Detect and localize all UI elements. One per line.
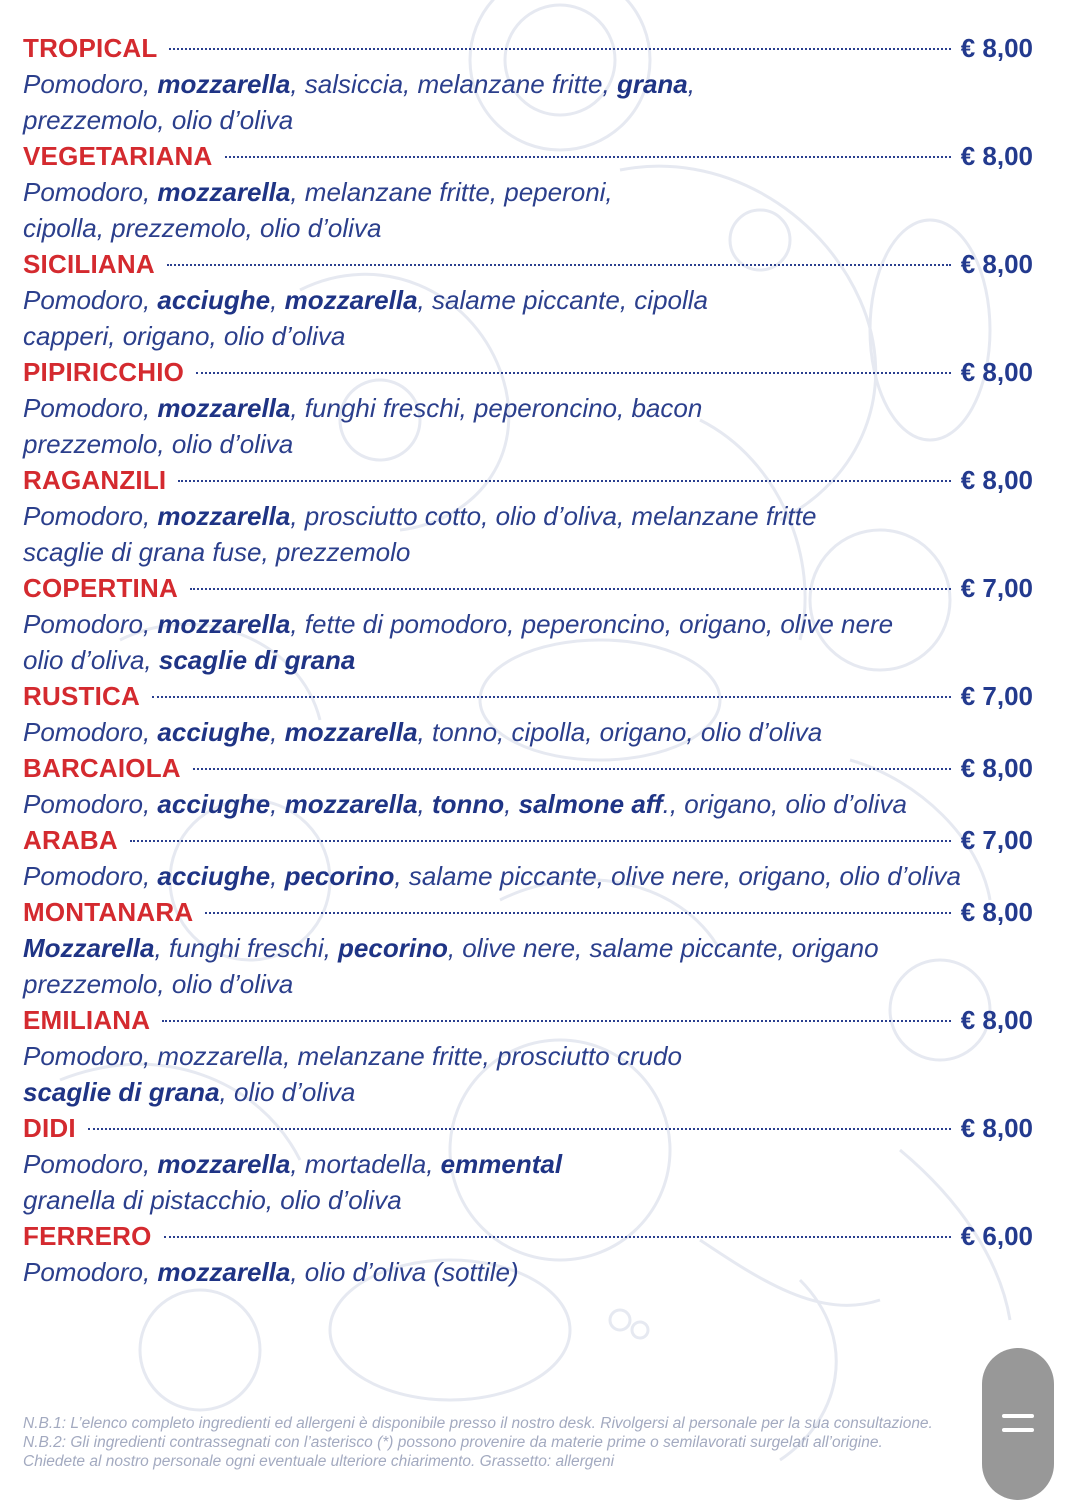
pizza-price: € 7,00 bbox=[960, 573, 1033, 603]
ingredients-line bbox=[23, 858, 1033, 894]
menu-item-header bbox=[23, 30, 1033, 66]
ingredient-text: capperi, origano, olio d’oliva bbox=[23, 321, 346, 351]
menu-item bbox=[23, 1110, 1033, 1218]
ingredient-text: , salame piccante, olive nere, origano, olio d’oliva bbox=[394, 861, 961, 891]
menu-item bbox=[23, 30, 1033, 138]
menu-item bbox=[23, 894, 1033, 1002]
ingredient-text: prezzemolo, olio d’oliva bbox=[23, 969, 294, 999]
menu-item bbox=[23, 138, 1033, 246]
dot-leader bbox=[193, 768, 951, 770]
dot-leader bbox=[225, 156, 951, 158]
allergen-ingredient: scaglie di grana bbox=[158, 645, 356, 675]
ingredients-line bbox=[23, 642, 1033, 678]
menu-item-header bbox=[23, 750, 1033, 786]
pizza-name: TROPICAL bbox=[23, 33, 158, 63]
menu-item-header bbox=[23, 678, 1033, 714]
menu-item bbox=[23, 1002, 1033, 1110]
ingredient-text: scaglie di grana fuse, prezzemolo bbox=[23, 537, 411, 567]
pizza-price: € 8,00 bbox=[960, 249, 1033, 279]
grip-line-icon bbox=[1002, 1414, 1034, 1418]
dot-leader bbox=[167, 264, 951, 266]
ingredient-text: , bbox=[417, 789, 432, 819]
ingredients-line bbox=[23, 390, 1033, 426]
pizza-price: € 8,00 bbox=[960, 33, 1033, 63]
allergen-ingredient: mozzarella bbox=[157, 1257, 291, 1287]
scroll-handle[interactable] bbox=[982, 1348, 1054, 1500]
ingredient-text: , funghi freschi, peperoncino, bacon bbox=[290, 393, 703, 423]
ingredient-text: , mortadella, bbox=[290, 1149, 441, 1179]
menu-item bbox=[23, 1218, 1033, 1290]
dot-leader bbox=[178, 480, 950, 482]
ingredients-line bbox=[23, 1038, 1033, 1074]
ingredients-line bbox=[23, 318, 1033, 354]
ingredient-text: Pomodoro, bbox=[23, 285, 158, 315]
ingredients-line bbox=[23, 1254, 1033, 1290]
ingredients-line bbox=[23, 606, 1033, 642]
ingredients-line bbox=[23, 966, 1033, 1002]
menu-item bbox=[23, 570, 1033, 678]
menu-item-header bbox=[23, 246, 1033, 282]
ingredient-text: Pomodoro, bbox=[23, 177, 158, 207]
menu-item bbox=[23, 354, 1033, 462]
ingredient-text: , bbox=[270, 861, 285, 891]
ingredient-text: Pomodoro, bbox=[23, 861, 158, 891]
menu-item-header bbox=[23, 138, 1033, 174]
pizza-price: € 8,00 bbox=[960, 1113, 1033, 1143]
ingredient-text: olio d’oliva, bbox=[23, 645, 159, 675]
pizza-name: RUSTICA bbox=[23, 681, 140, 711]
ingredients-line bbox=[23, 1146, 1033, 1182]
ingredient-text: Pomodoro, bbox=[23, 501, 158, 531]
allergen-ingredient: mozzarella bbox=[157, 1149, 291, 1179]
menu-item bbox=[23, 822, 1033, 894]
ingredient-text: ., origano, olio d’oliva bbox=[662, 789, 907, 819]
allergen-ingredient: salmone aff bbox=[518, 789, 663, 819]
pizza-name: SICILIANA bbox=[23, 249, 155, 279]
allergen-ingredient: mozzarella bbox=[157, 69, 291, 99]
allergen-ingredient: pecorino bbox=[338, 933, 448, 963]
allergen-ingredient: mozzarella bbox=[157, 501, 291, 531]
allergen-ingredient: acciughe bbox=[157, 789, 271, 819]
allergen-ingredient: mozzarella bbox=[284, 789, 418, 819]
ingredients-line bbox=[23, 282, 1033, 318]
pizza-name: RAGANZILI bbox=[23, 465, 167, 495]
ingredients-line bbox=[23, 102, 1033, 138]
ingredient-text: , olio d’oliva (sottile) bbox=[290, 1257, 519, 1287]
ingredients-line bbox=[23, 174, 1033, 210]
menu-item-header bbox=[23, 354, 1033, 390]
pizza-price: € 7,00 bbox=[960, 681, 1033, 711]
ingredients-line bbox=[23, 498, 1033, 534]
allergen-ingredient: mozzarella bbox=[157, 609, 291, 639]
allergen-ingredient: mozzarella bbox=[284, 285, 418, 315]
menu-item-header bbox=[23, 570, 1033, 606]
ingredients-line bbox=[23, 786, 1033, 822]
pizza-price: € 7,00 bbox=[960, 825, 1033, 855]
pizza-name: COPERTINA bbox=[23, 573, 178, 603]
menu-item-header bbox=[23, 1110, 1033, 1146]
allergen-ingredient: acciughe bbox=[157, 285, 271, 315]
allergen-ingredient: grana bbox=[616, 69, 688, 99]
dot-leader bbox=[190, 588, 951, 590]
ingredient-text: , olive nere, salame piccante, origano bbox=[447, 933, 879, 963]
pizza-price: € 8,00 bbox=[960, 465, 1033, 495]
allergen-ingredient: tonno bbox=[431, 789, 505, 819]
menu-item-header bbox=[23, 1002, 1033, 1038]
pizza-price: € 8,00 bbox=[960, 1005, 1033, 1035]
pizza-price: € 8,00 bbox=[960, 897, 1033, 927]
ingredient-text: , bbox=[270, 285, 285, 315]
ingredients-line bbox=[23, 1074, 1033, 1110]
allergen-ingredient: scaglie di grana bbox=[23, 1077, 220, 1107]
ingredient-text: Pomodoro, bbox=[23, 69, 158, 99]
pizza-price: € 8,00 bbox=[960, 357, 1033, 387]
allergen-ingredient: acciughe bbox=[157, 861, 271, 891]
ingredient-text: Pomodoro, bbox=[23, 609, 158, 639]
pizza-name: ARABA bbox=[23, 825, 118, 855]
menu-item-header bbox=[23, 822, 1033, 858]
pizza-name: FERRERO bbox=[23, 1221, 152, 1251]
ingredient-text: , melanzane fritte, peperoni, bbox=[290, 177, 613, 207]
pizza-name: EMILIANA bbox=[23, 1005, 151, 1035]
ingredients-line bbox=[23, 210, 1033, 246]
pizza-name: MONTANARA bbox=[23, 897, 194, 927]
ingredient-text: Pomodoro, bbox=[23, 1257, 158, 1287]
ingredients-line bbox=[23, 1182, 1033, 1218]
ingredient-text: granella di pistacchio, olio d’oliva bbox=[23, 1185, 402, 1215]
allergen-ingredient: pecorino bbox=[284, 861, 395, 891]
dot-leader bbox=[162, 1020, 950, 1022]
pizza-price: € 6,00 bbox=[960, 1221, 1033, 1251]
footnote-3: Chiedete al nostro personale ogni eventuale ulteriore chiarimento. Grassetto: allergeni bbox=[23, 1453, 615, 1470]
menu-item-header bbox=[23, 1218, 1033, 1254]
pizza-price: € 8,00 bbox=[960, 753, 1033, 783]
menu-item bbox=[23, 246, 1033, 354]
pizza-name: VEGETARIANA bbox=[23, 141, 213, 171]
ingredient-text: , olio d’oliva bbox=[219, 1077, 356, 1107]
allergen-ingredient: mozzarella bbox=[157, 393, 291, 423]
dot-leader bbox=[88, 1128, 951, 1130]
ingredients-line bbox=[23, 66, 1033, 102]
ingredient-text: , funghi freschi, bbox=[154, 933, 339, 963]
ingredient-text: prezzemolo, olio d’oliva bbox=[23, 105, 294, 135]
ingredient-text: Pomodoro, bbox=[23, 393, 158, 423]
pizza-menu-list bbox=[23, 30, 1033, 1290]
footnote-2: N.B.2: Gli ingredienti contrassegnati con l’asterisco (*) possono provenire da materie prime o semilavorati surgelati all’origine. bbox=[23, 1434, 883, 1451]
allergen-ingredient: emmental bbox=[440, 1149, 563, 1179]
menu-item-header bbox=[23, 894, 1033, 930]
ingredient-text: , salsiccia, melanzane fritte, bbox=[290, 69, 617, 99]
ingredient-text: , fette di pomodoro, peperoncino, origano, olive nere bbox=[290, 609, 894, 639]
menu-item bbox=[23, 750, 1033, 822]
dot-leader bbox=[130, 840, 951, 842]
ingredients-line bbox=[23, 426, 1033, 462]
ingredient-text: Pomodoro, bbox=[23, 1149, 158, 1179]
ingredient-text: Pomodoro, mozzarella, melanzane fritte, prosciutto crudo bbox=[23, 1041, 682, 1071]
ingredient-text: prezzemolo, olio d’oliva bbox=[23, 429, 294, 459]
allergen-ingredient: Mozzarella bbox=[23, 933, 155, 963]
ingredients-line bbox=[23, 714, 1033, 750]
pizza-name: DIDI bbox=[23, 1113, 76, 1143]
menu-item-header bbox=[23, 462, 1033, 498]
ingredient-text: , bbox=[270, 717, 285, 747]
ingredients-line bbox=[23, 534, 1033, 570]
allergen-ingredient: acciughe bbox=[157, 717, 271, 747]
dot-leader bbox=[196, 372, 951, 374]
pizza-price: € 8,00 bbox=[960, 141, 1033, 171]
pizza-name: BARCAIOLA bbox=[23, 753, 181, 783]
footnote-1: N.B.1: L’elenco completo ingredienti ed allergeni è disponibile presso il nostro desk. Rivolgersi al personale per la sua consultazione. bbox=[23, 1415, 933, 1432]
dot-leader bbox=[164, 1236, 951, 1238]
footnotes bbox=[23, 1414, 1023, 1471]
pizza-name: PIPIRICCHIO bbox=[23, 357, 185, 387]
menu-item bbox=[23, 678, 1033, 750]
allergen-ingredient: mozzarella bbox=[284, 717, 418, 747]
ingredient-text: , tonno, cipolla, origano, olio d’oliva bbox=[417, 717, 823, 747]
allergen-ingredient: mozzarella bbox=[157, 177, 291, 207]
ingredient-text: cipolla, prezzemolo, olio d’oliva bbox=[23, 213, 382, 243]
dot-leader bbox=[205, 912, 950, 914]
menu-item bbox=[23, 462, 1033, 570]
ingredient-text: , bbox=[270, 789, 285, 819]
ingredient-text: Pomodoro, bbox=[23, 717, 158, 747]
ingredient-text: Pomodoro, bbox=[23, 789, 158, 819]
ingredients-line bbox=[23, 930, 1033, 966]
dot-leader bbox=[152, 696, 951, 698]
ingredient-text: , salame piccante, cipolla bbox=[417, 285, 709, 315]
ingredient-text: , bbox=[504, 789, 519, 819]
grip-line-icon bbox=[1002, 1428, 1034, 1432]
dot-leader bbox=[169, 48, 950, 50]
ingredient-text: , bbox=[687, 69, 695, 99]
ingredient-text: , prosciutto cotto, olio d’oliva, melanzane fritte bbox=[290, 501, 817, 531]
